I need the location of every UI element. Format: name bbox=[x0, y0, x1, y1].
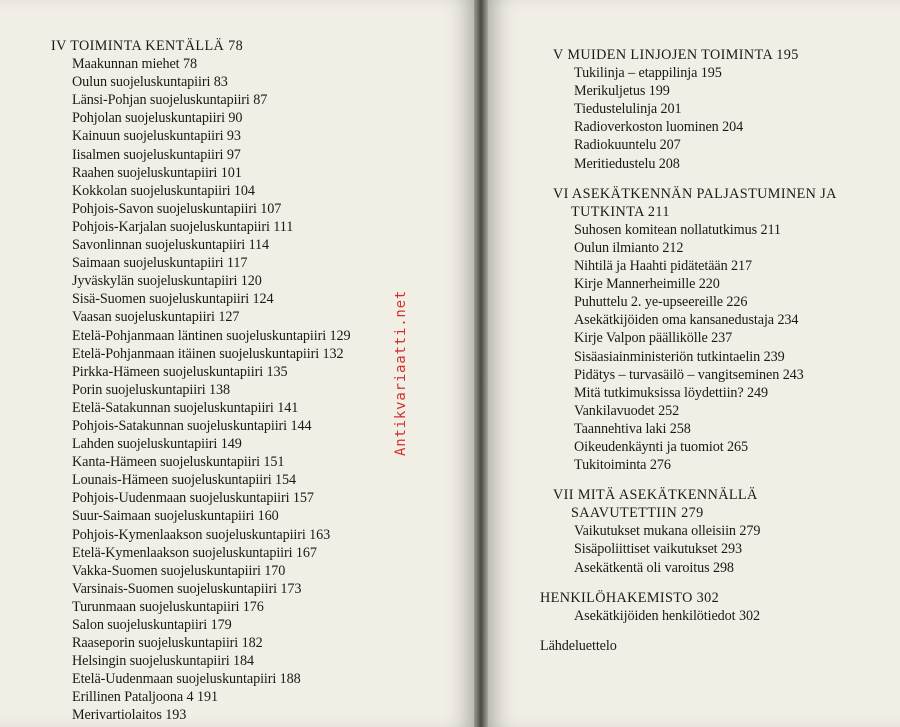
toc-entry: Pohjois-Satakunnan suojeluskuntapiiri 144 bbox=[72, 417, 312, 434]
toc-entry: Oulun ilmianto 212 bbox=[574, 239, 684, 256]
left-toc bbox=[51, 37, 351, 725]
toc-entry: Sisäasiainministeriön tutkintaelin 239 bbox=[574, 348, 785, 365]
toc-entry: Meritiedustelu 208 bbox=[574, 155, 680, 172]
toc-entry: Merikuljetus 199 bbox=[574, 83, 670, 100]
toc-entry: Lounais-Hämeen suojeluskuntapiiri 154 bbox=[72, 472, 297, 489]
toc-entry: Kanta-Hämeen suojeluskuntapiiri 151 bbox=[72, 454, 285, 471]
toc-entry: Vaasan suojeluskuntapiiri 127 bbox=[72, 309, 240, 326]
toc-entry: Vankilavuodet 252 bbox=[574, 402, 680, 419]
toc-entry: Helsingin suojeluskuntapiiri 184 bbox=[72, 653, 255, 670]
toc-entry: Erillinen Pataljoona 4 191 bbox=[72, 689, 218, 706]
toc-entry: Raahen suojeluskuntapiiri 101 bbox=[72, 164, 242, 181]
toc-entry: Pirkka-Hämeen suojeluskuntapiiri 135 bbox=[72, 363, 288, 380]
toc-entry: Kirje Mannerheimille 220 bbox=[574, 276, 720, 293]
toc-entry: Etelä-Kymenlaakson suojeluskuntapiiri 167 bbox=[72, 544, 317, 561]
toc-entry: Pohjois-Uudenmaan suojeluskuntapiiri 157 bbox=[72, 490, 314, 507]
toc-entry: Pohjolan suojeluskuntapiiri 90 bbox=[72, 110, 243, 127]
toc-entry: Sisäpoliittiset vaikutukset 293 bbox=[574, 541, 742, 558]
toc-entry: Kirje Valpon päällikölle 237 bbox=[574, 330, 733, 347]
toc-entry: Vaikutukset mukana olleisiin 279 bbox=[574, 523, 761, 540]
toc-entry: Oulun suojeluskuntapiiri 83 bbox=[72, 74, 228, 91]
toc-entry: Asekätkijöiden henkilötiedot 302 bbox=[574, 607, 760, 624]
chapter-v-title: V MUIDEN LINJOJEN TOIMINTA 195 bbox=[553, 47, 799, 63]
toc-entry: Varsinais-Suomen suojeluskuntapiiri 173 bbox=[72, 580, 302, 597]
toc-entry: Etelä-Uudenmaan suojeluskuntapiiri 188 bbox=[72, 671, 301, 688]
toc-entry: Saimaan suojeluskuntapiiri 117 bbox=[72, 255, 248, 272]
watermark-text: Antikvariaatti.net bbox=[393, 289, 409, 456]
right-toc bbox=[540, 46, 837, 655]
index-title: HENKILÖHAKEMISTO 302 bbox=[540, 589, 720, 606]
sources-title: Lähdeluettelo bbox=[540, 637, 617, 654]
toc-entry: Taannehtiva laki 258 bbox=[574, 420, 691, 437]
toc-entry: Raaseporin suojeluskuntapiiri 182 bbox=[72, 635, 263, 652]
toc-entry: Savonlinnan suojeluskuntapiiri 114 bbox=[72, 237, 270, 254]
toc-entry: Sisä-Suomen suojeluskuntapiiri 124 bbox=[72, 291, 274, 308]
toc-entry: Salon suojeluskuntapiiri 179 bbox=[72, 617, 232, 633]
toc-entry: Porin suojeluskuntapiiri 138 bbox=[72, 381, 230, 398]
toc-entry: Pohjois-Kymenlaakson suojeluskuntapiiri 163 bbox=[72, 526, 331, 543]
chapter-v-items bbox=[553, 64, 837, 173]
chapter-vi-items bbox=[553, 221, 837, 474]
toc-entry: Kainuun suojeluskuntapiiri 93 bbox=[72, 128, 241, 145]
chapter-iv-title: IV TOIMINTA KENTÄLLÄ 78 bbox=[51, 38, 244, 54]
chapter-vi-title-line2: TUTKINTA 211 bbox=[571, 203, 670, 220]
chapter-vii-title-line1: VII MITÄ ASEKÄTKENNÄLLÄ bbox=[553, 487, 758, 504]
toc-entry: Nihtilä ja Haahti pidätetään 217 bbox=[574, 258, 753, 275]
chapter-iv-items bbox=[51, 55, 351, 724]
toc-entry: Tiedustelulinja 201 bbox=[574, 101, 682, 118]
toc-entry: Pohjois-Savon suojeluskuntapiiri 107 bbox=[72, 200, 282, 217]
toc-entry: Etelä-Satakunnan suojeluskuntapiiri 141 bbox=[72, 399, 299, 416]
toc-entry: Suhosen komitean nollatutkimus 211 bbox=[574, 221, 781, 238]
toc-entry: Lahden suojeluskuntapiiri 149 bbox=[72, 436, 242, 453]
toc-entry: Radioverkoston luominen 204 bbox=[574, 119, 744, 136]
toc-entry: Etelä-Pohjanmaan itäinen suojeluskuntapiiri 132 bbox=[72, 345, 344, 362]
toc-entry: Etelä-Pohjanmaan läntinen suojeluskuntapiiri 129 bbox=[72, 327, 351, 344]
toc-entry: Radiokuuntelu 207 bbox=[574, 137, 681, 154]
index-items bbox=[553, 607, 837, 625]
toc-entry: Länsi-Pohjan suojeluskuntapiiri 87 bbox=[72, 92, 268, 109]
toc-entry: Iisalmen suojeluskuntapiiri 97 bbox=[72, 146, 241, 163]
watermark-holder bbox=[393, 289, 411, 646]
toc-entry: Mitä tutkimuksissa löydettiin? 249 bbox=[574, 384, 769, 401]
toc-entry: Vakka-Suomen suojeluskuntapiiri 170 bbox=[72, 562, 286, 579]
toc-entry: Turunmaan suojeluskuntapiiri 176 bbox=[72, 598, 264, 615]
toc-entry: Jyväskylän suojeluskuntapiiri 120 bbox=[72, 273, 262, 290]
book-gutter bbox=[474, 0, 488, 727]
toc-entry: Suur-Saimaan suojeluskuntapiiri 160 bbox=[72, 508, 279, 525]
chapter-vi-title-line1: VI ASEKÄTKENNÄN PALJASTUMINEN JA bbox=[553, 185, 837, 202]
toc-entry: Puhuttelu 2. ye-upseereille 226 bbox=[574, 294, 748, 311]
toc-entry: Maakunnan miehet 78 bbox=[72, 56, 197, 73]
toc-entry: Tukitoiminta 276 bbox=[574, 457, 671, 474]
toc-entry: Merivartiolaitos 193 bbox=[72, 707, 187, 724]
toc-entry: Asekätkentä oli varoitus 298 bbox=[574, 559, 734, 576]
toc-entry: Pohjois-Karjalan suojeluskuntapiiri 111 bbox=[72, 218, 294, 235]
chapter-vii-title-line2: SAAVUTETTIIN 279 bbox=[571, 505, 704, 522]
toc-entry: Oikeudenkäynti ja tuomiot 265 bbox=[574, 438, 749, 455]
chapter-vii-items bbox=[553, 522, 837, 576]
toc-entry: Pidätys – turvasäilö – vangitseminen 243 bbox=[574, 366, 804, 383]
toc-entry: Tukilinja – etappilinja 195 bbox=[574, 65, 722, 82]
toc-entry: Asekätkijöiden oma kansanedustaja 234 bbox=[574, 312, 799, 329]
toc-entry: Kokkolan suojeluskuntapiiri 104 bbox=[72, 182, 255, 199]
